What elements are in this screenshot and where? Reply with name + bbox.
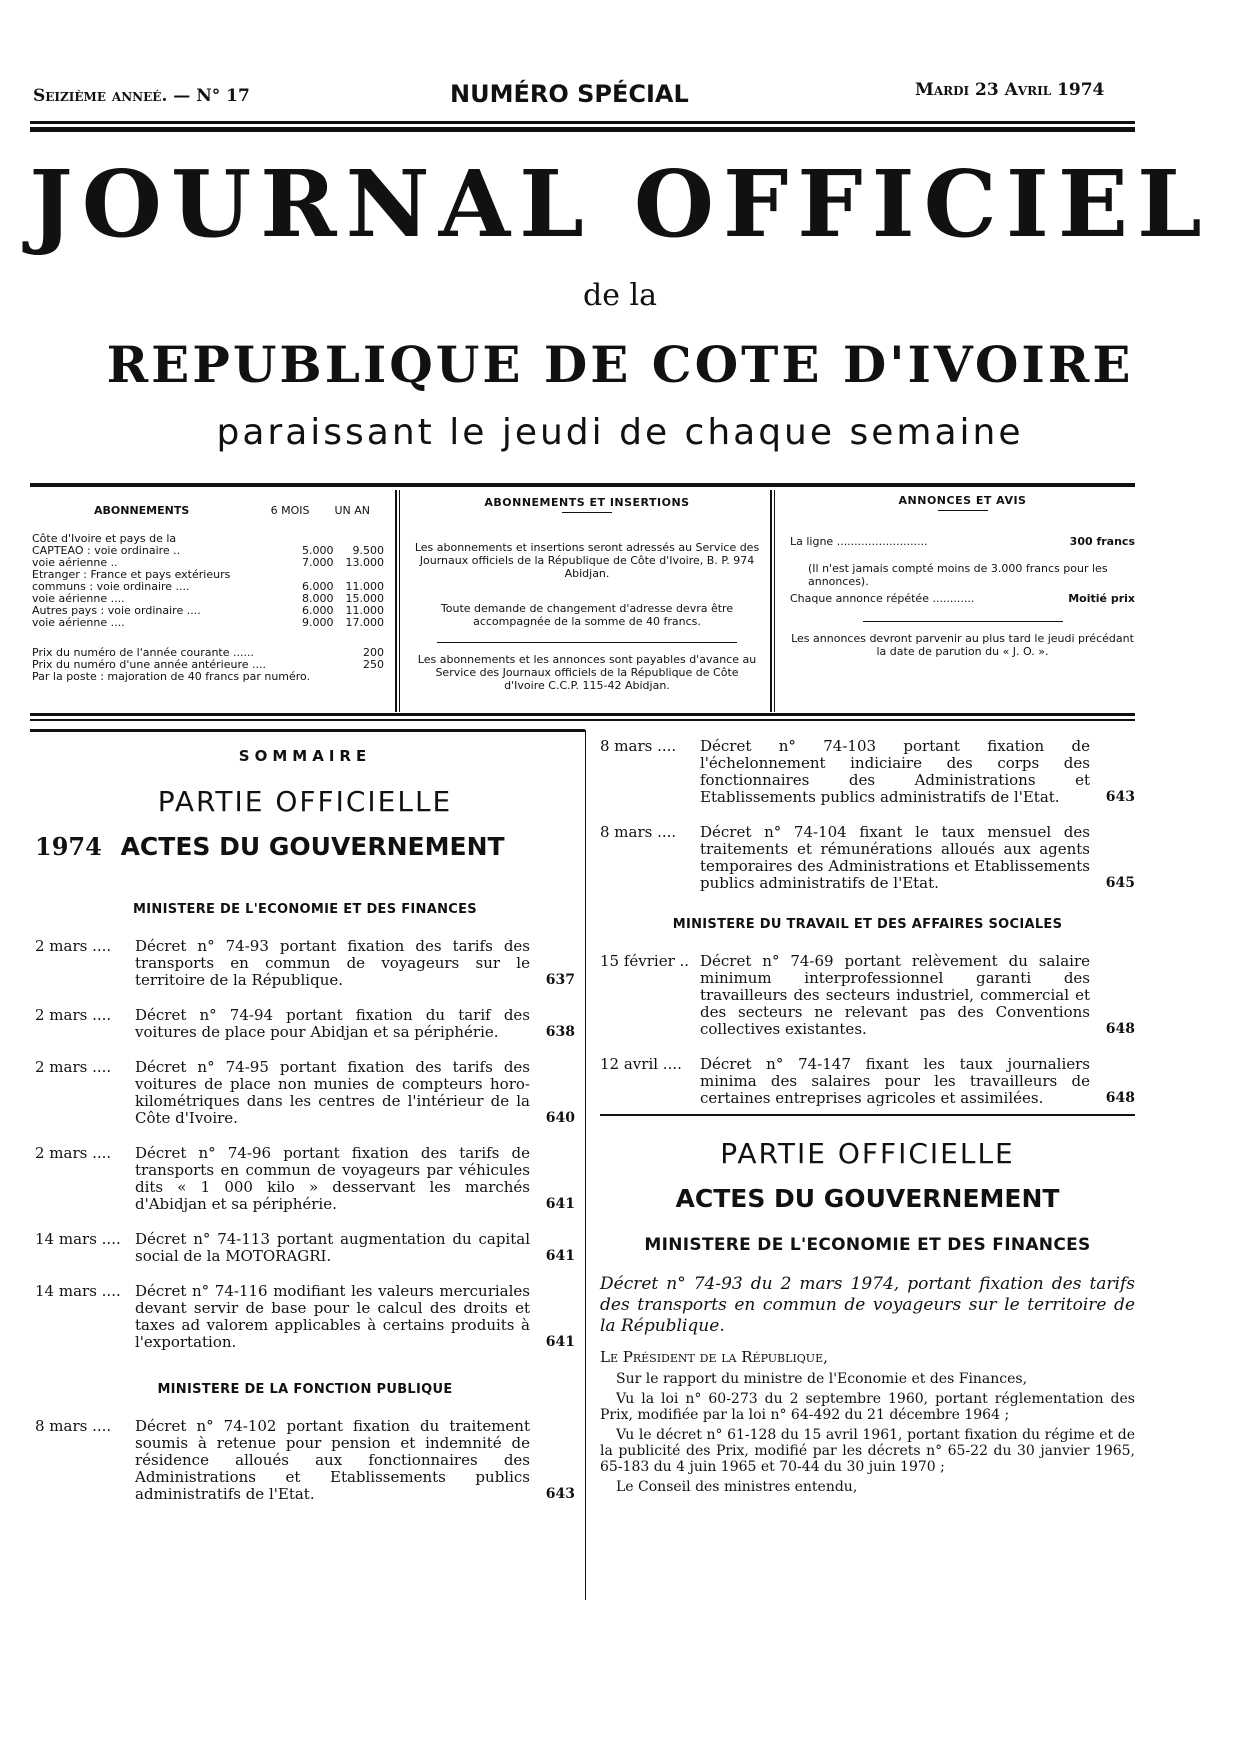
prix-value: 250 — [363, 658, 384, 671]
prix-value: 200 — [363, 646, 384, 659]
prix-value — [359, 671, 384, 683]
body-para-1: Sur le rapport du ministre de l'Economie et des Finances, — [616, 1371, 1028, 1387]
section-rule — [600, 1114, 1135, 1116]
abonnement-label: voie aérienne .. — [32, 556, 118, 569]
toc-entry-text: Décret n° 74-116 modifiant les valeurs mercuriales devant servir de base pour le calcul des droits et taxes ad valorem applicables à certains produits à l'exportation. — [135, 1282, 530, 1351]
president-line: Le Président de la République, — [600, 1348, 828, 1366]
journal-title: JOURNAL OFFICIEL — [29, 150, 1211, 258]
box-divider — [399, 490, 400, 712]
abonnement-price: 8.000 — [301, 592, 334, 605]
toc-entry-text: Décret n° 74-93 portant fixation des tarifs des transports en commun de voyageurs sur le territoire de la République. — [135, 937, 530, 989]
toc-entry-date: 15 février .. — [600, 952, 690, 970]
toc-entry-date: 14 mars .... — [35, 1230, 121, 1248]
toc-entry-page: 641 — [545, 1196, 575, 1212]
box-divider — [395, 490, 397, 712]
sommaire-actes: ACTES DU GOUVERNEMENT — [120, 832, 505, 861]
toc-entry-date: 12 avril .... — [600, 1055, 682, 1073]
prix-label: Prix du numéro d'une année antérieure .... — [32, 658, 266, 671]
sommaire-rule — [30, 729, 585, 732]
prix-row — [32, 671, 384, 683]
toc-entry-date: 2 mars .... — [35, 1006, 112, 1024]
abonnement-label: CAPTEAO : voie ordinaire .. — [32, 544, 181, 557]
toc-entry-date: 2 mars .... — [35, 1058, 112, 1076]
toc-entry — [600, 738, 1135, 806]
abonnement-price: 7.000 — [301, 556, 334, 569]
prix-label: Prix du numéro de l'année courante ...... — [32, 646, 254, 659]
annonces-box — [790, 490, 1135, 710]
toc-entry-page: 645 — [1105, 875, 1135, 891]
insertions-change: Toute demande de changement d'adresse devra être accompagnée de la somme de 40 francs. — [440, 602, 734, 628]
sommaire-right — [600, 738, 1135, 1125]
abonnement-label: Côte d'Ivoire et pays de la — [32, 532, 177, 545]
toc-entry — [35, 1231, 575, 1265]
body-actes: ACTES DU GOUVERNEMENT — [675, 1184, 1060, 1213]
sommaire-left — [35, 748, 575, 1521]
toc-entry-text: Décret n° 74-96 portant fixation des tarifs de transports en commun de voyageurs par véhicules dits « 1 000 kilo » desservant les marchés d'Abidjan et sa périphérie. — [135, 1144, 530, 1213]
toc-entry — [600, 953, 1135, 1038]
box-bottom-rule — [30, 719, 1135, 721]
sommaire-heading: SOMMAIRE — [238, 747, 372, 765]
toc-entry-text: Décret n° 74-94 portant fixation du tarif des voitures de place pour Abidjan et sa périphérie. — [135, 1006, 530, 1041]
abonnement-price: 9.000 — [301, 616, 334, 629]
toc-entry-page: 648 — [1105, 1090, 1135, 1106]
abonnement-price: 13.000 — [345, 556, 384, 569]
box-divider — [774, 490, 775, 712]
annonces-footer: Les annonces devront parvenir au plus tard le jeudi précédant la date de parution du « J. O. ». — [791, 632, 1134, 658]
toc-entry-page: 648 — [1105, 1021, 1135, 1037]
toc-entry-text: Décret n° 74-102 portant fixation du traitement soumis à retenue pour pension et indemnité de résidence alloués aux fonctionnaires des Administrations et Etablissements publics administratifs de l'Etat. — [135, 1417, 530, 1503]
issue-date: Mardi 23 Avril 1974 — [915, 80, 1105, 100]
special-label: NUMÉRO SPÉCIAL — [450, 80, 689, 108]
box-bottom-rule — [30, 713, 1135, 716]
header-rule — [30, 127, 1135, 132]
toc-entry — [35, 938, 575, 989]
toc-entry — [35, 1145, 575, 1213]
toc-entry — [35, 1283, 575, 1351]
ministry-travail: MINISTERE DU TRAVAIL ET DES AFFAIRES SOCIALES — [672, 917, 1063, 932]
abonnement-price: 11.000 — [345, 604, 384, 617]
sommaire-partie: PARTIE OFFICIELLE — [157, 785, 453, 818]
prix-label: Par la poste : majoration de 40 francs par numéro. — [32, 670, 311, 683]
toc-entry-page: 643 — [1105, 789, 1135, 805]
toc-entry-date: 14 mars .... — [35, 1282, 121, 1300]
abonnement-label: communs : voie ordinaire .... — [32, 580, 190, 593]
body-ministry: MINISTERE DE L'ECONOMIE ET DES FINANCES — [644, 1235, 1091, 1255]
toc-entry-page: 637 — [545, 972, 575, 988]
ligne-label: La ligne .......................... — [790, 535, 928, 548]
toc-entry-text: Décret n° 74-69 portant relèvement du salaire minimum interprofessionnel garanti des travailleurs des secteurs industriel, commercial et des secteurs ne relevant pas des Conventions collectives existantes. — [700, 952, 1090, 1038]
abonnement-price: 6.000 — [301, 580, 334, 593]
abonnement-price: 17.000 — [345, 616, 384, 629]
insertions-payment: Les abonnements et les annonces sont payables d'avance au Service des Journaux officiels de la République de Côte d'Ivoire C.C.P. 115-42 Abidjan. — [417, 653, 757, 692]
abonnement-price: 9.500 — [352, 544, 384, 557]
repete-value: Moitié prix — [1068, 592, 1135, 605]
prix-table — [32, 647, 384, 683]
header-rule — [30, 121, 1135, 124]
abonnement-label: voie aérienne .... — [32, 592, 125, 605]
abonnement-label: Etranger : France et pays extérieurs — [32, 568, 231, 581]
toc-entry — [600, 1056, 1135, 1107]
toc-entry — [35, 1007, 575, 1041]
toc-entry-date: 8 mars .... — [600, 823, 677, 841]
abonnements-table — [32, 533, 384, 629]
body-section — [600, 1137, 1135, 1495]
body-para-3: Vu le décret n° 61-128 du 15 avril 1961, portant fixation du régime et de la publicité des Prix, modifié par les décrets n° 65-22 du 30 janvier 1965, 65-183 du 4 juin 1965 et 70-44 du 30 juin 1970 ; — [600, 1427, 1135, 1475]
toc-entry-text: Décret n° 74-113 portant augmentation du capital social de la MOTORAGRI. — [135, 1230, 530, 1265]
toc-entry-page: 640 — [545, 1110, 575, 1126]
box-top-rule — [30, 483, 1135, 487]
abonnements-box — [32, 490, 384, 710]
abonnement-label: Autres pays : voie ordinaire .... — [32, 604, 201, 617]
toc-entry-date: 8 mars .... — [600, 737, 677, 755]
toc-entry-date: 2 mars .... — [35, 937, 112, 955]
insertions-heading: ABONNEMENTS ET INSERTIONS — [484, 496, 690, 509]
toc-entry — [600, 824, 1135, 892]
column-divider — [585, 730, 586, 1600]
abonnement-label: voie aérienne .... — [32, 616, 125, 629]
ministry-economie: MINISTERE DE L'ECONOMIE ET DES FINANCES — [133, 902, 477, 917]
toc-entry — [35, 1418, 575, 1503]
toc-entry-page: 643 — [545, 1486, 575, 1502]
toc-entry-text: Décret n° 74-103 portant fixation de l'échelonnement indiciaire des corps des fonctionnaires des Administrations et Etablissements publics administratifs de l'Etat. — [700, 737, 1090, 806]
body-para-4: Le Conseil des ministres entendu, — [616, 1479, 858, 1495]
toc-entry — [35, 1059, 575, 1127]
repete-label: Chaque annonce répétée ............ — [790, 592, 975, 605]
insertions-box — [414, 490, 760, 710]
toc-entry-text: Décret n° 74-104 fixant le taux mensuel des traitements et rémunérations alloués aux agents temporaires des Administrations et Etablissements publics administratifs de l'Etat. — [700, 823, 1090, 892]
insertions-address: Les abonnements et insertions seront adressés au Service des Journaux officiels de la République de Côte d'Ivoire, B. P. 974 Abidjan. — [414, 541, 760, 580]
col-un-an: UN AN — [334, 504, 370, 517]
abonnement-price: 5.000 — [301, 544, 334, 557]
toc-entry-text: Décret n° 74-147 fixant les taux journaliers minima des salaires pour les travailleurs de certaines entreprises agricoles et assimilées. — [700, 1055, 1090, 1107]
body-partie: PARTIE OFFICIELLE — [720, 1137, 1015, 1170]
decree-title: Décret n° 74-93 du 2 mars 1974, portant fixation des tarifs des transports en commun de voyageurs sur le territoire de la République. — [600, 1274, 1135, 1336]
sommaire-year: 1974 — [35, 832, 102, 861]
annonces-note: (Il n'est jamais compté moins de 3.000 francs pour les annonces). — [808, 562, 1108, 588]
annonces-heading: ANNONCES ET AVIS — [898, 494, 1027, 507]
abonnement-price: 11.000 — [345, 580, 384, 593]
frequency-line: paraissant le jeudi de chaque semaine — [216, 412, 1024, 453]
toc-entry-page: 641 — [545, 1334, 575, 1350]
country-title: REPUBLIQUE DE COTE D'IVOIRE — [106, 335, 1134, 394]
edition-label: Seizième anneé. — N° 17 — [33, 86, 250, 106]
abonnements-heading: ABONNEMENTS — [94, 504, 190, 517]
ligne-value: 300 francs — [1069, 535, 1135, 548]
toc-entry-date: 2 mars .... — [35, 1144, 112, 1162]
col-6mois: 6 MOIS — [270, 504, 310, 517]
masthead-sub: de la — [583, 278, 657, 313]
toc-entry-page: 638 — [545, 1024, 575, 1040]
abonnement-row — [32, 617, 384, 629]
toc-entry-page: 641 — [545, 1248, 575, 1264]
box-divider — [770, 490, 772, 712]
toc-entry-text: Décret n° 74-95 portant fixation des tarifs des voitures de place non munies de compteurs horo-kilométriques dans les centres de l'intérieur de la Côte d'Ivoire. — [135, 1058, 530, 1127]
toc-entry-date: 8 mars .... — [35, 1417, 112, 1435]
ministry-fonction-publique: MINISTERE DE LA FONCTION PUBLIQUE — [157, 1382, 453, 1397]
body-para-2: Vu la loi n° 60-273 du 2 septembre 1960, portant réglementation des Prix, modifiée par la loi n° 64-492 du 21 décembre 1964 ; — [600, 1391, 1135, 1423]
abonnement-price: 6.000 — [301, 604, 334, 617]
abonnement-price: 15.000 — [345, 592, 384, 605]
